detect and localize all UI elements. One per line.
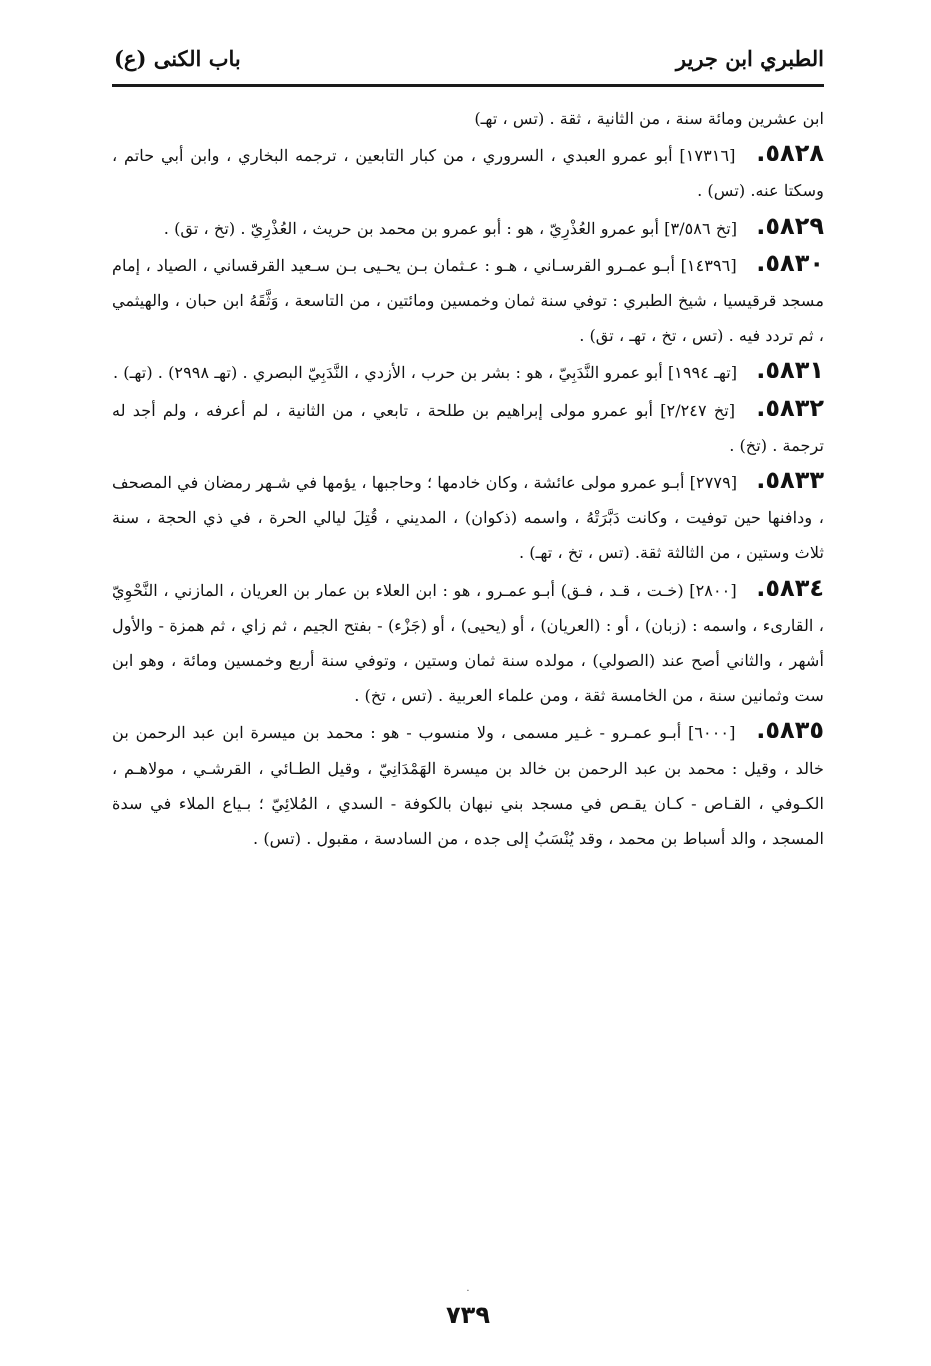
ink-dot: ·: [466, 1286, 470, 1297]
biography-entry-5835: [112, 713, 824, 856]
page-number: ٧٣٩: [446, 1301, 490, 1329]
page-footer: [112, 1286, 824, 1329]
page-header: [112, 36, 824, 87]
entry-number: ٥٨٣٣.: [756, 466, 824, 495]
biography-entry-5832: [112, 391, 824, 463]
biography-entry-5834: [112, 571, 824, 714]
biography-entry-5829: [112, 209, 824, 246]
entry-text: [٢٨٠٠] (خـت ، قـد ، فـق) أبـو عمـرو ، هو : ابن العلاء بن عمار بن العريان ، المازني ، النَّحْوِيّ ، القارىء ، واسمه : (زبان) ، أو : (العريان) ، أو (يحيى) ، أو (جَزْء) - بفتح الجيم ، ثم زاي ، ثم همزة - والأول أشهر ، والثاني أصح عند (الصولي) ، مولده سنة ثمان وستين ، وتوفي سنة أربع وخمسين ومائة ، وهو ابن ست وثمانين سنة ، من الخامسة ثقة ، ومن علماء العربية . (تس ، تخ) .: [112, 580, 824, 706]
entry-text: [تخ ٣/٥٨٦] أبو عمرو العُذْرِيّ ، هو : أبو عمرو بن محمد بن حريث ، العُذْرِيّ . (تخ ، تق) .: [163, 218, 738, 238]
entry-text: [١٤٣٩٦] أبـو عمـرو القرسـاني ، هـو : عـثمان بـن يحـيى بـن سـعيد القرقساني ، الصياد ، إمام مسجد قرقيسيا ، شيخ الطبري : توفي سنة ثمان وخمسين ومائتين ، من التاسعة ، وَثَّقَهُ ابن حبان ، والهيثمي ، ثم تردد فيه . (تس ، تخ ، تهـ ، تق) .: [112, 255, 824, 346]
entry-number: ٥٨٣٠.: [756, 248, 824, 277]
chapter-title: باب الكنى (ع): [114, 46, 241, 71]
running-title: الطبري ابن جرير: [675, 46, 824, 71]
biography-entry-5828: [112, 136, 824, 208]
entry-number: ٥٨٣٥.: [756, 716, 824, 745]
page-content: [112, 101, 824, 856]
book-page: [112, 36, 824, 1346]
entry-text: [٢٧٧٩] أبـو عمرو مولى عائشة ، وكان خادمها ؛ وحاجبها ، يؤمها في شـهر رمضان في المصحف ، ودافنها حين توفيت ، وكانت دَبَّرَتْهُ ، واسمه (ذكوان) ، المديني ، قُتِلَ ليالي الحرة ، في ذي الحجة ، سنة ثلاث وستين ، من الثالثة ثقة. (تس ، تخ ، تهـ) .: [112, 473, 824, 563]
continuation-paragraph: ابن عشرين ومائة سنة ، من الثانية ، ثقة . (تس ، تهـ): [474, 109, 824, 128]
entry-text: [١٧٣١٦] أبو عمرو العبدي ، السروري ، من كبار التابعين ، ترجمه البخاري ، وابن أبي حاتم ، وسكتا عنه. (تس) .: [112, 146, 824, 201]
biography-entry-5831: [112, 353, 824, 390]
biography-entry-5830: [112, 246, 824, 354]
entry-number: ٥٨٣٢.: [756, 393, 824, 422]
entry-text: [تهـ ١٩٩٤] أبو عمرو النَّدَبِيّ ، هو : بشر بن حرب ، الأزدي ، النَّدَبِيّ البصري . (تهـ ٢٩٩٨) . (تهـ) .: [113, 363, 738, 383]
entry-text: [تخ ٢/٢٤٧] أبو عمرو مولى إبراهيم بن طلحة ، تابعي ، من الثانية ، لم أعرفه ، ولم أجد له ترجمة . (تخ) .: [112, 400, 824, 455]
biography-entry-5833: [112, 463, 824, 571]
entry-number: ٥٨٣٤.: [756, 573, 824, 602]
entry-number: ٥٨٣١.: [756, 356, 824, 385]
entry-number: ٥٨٢٩.: [756, 211, 824, 240]
entry-number: ٥٨٢٨.: [756, 139, 824, 168]
entry-text: [٦٠٠٠] أبـو عمـرو - غـير مسمى ، ولا منسوب - هو : محمد بن ميسرة ابن عبد الرحمن بن خالد ، وقيل : محمد بن عبد الرحمن بن خالد بن ميسرة الهَمْدَانِيّ ، وقيل الطـائي ، القرشـي ، مولاهـم ، الكـوفي ، القـاص - كـان يقـص في مسجد بني نبهان بالكوفة - السدي ، المُلائِيّ ؛ بـياع الملاء في سدة المسجد ، والد أسباط بن محمد ، وقد يُنْسَبُ إلى جده ، من السادسة ، مقبول . (تس) .: [112, 723, 824, 849]
